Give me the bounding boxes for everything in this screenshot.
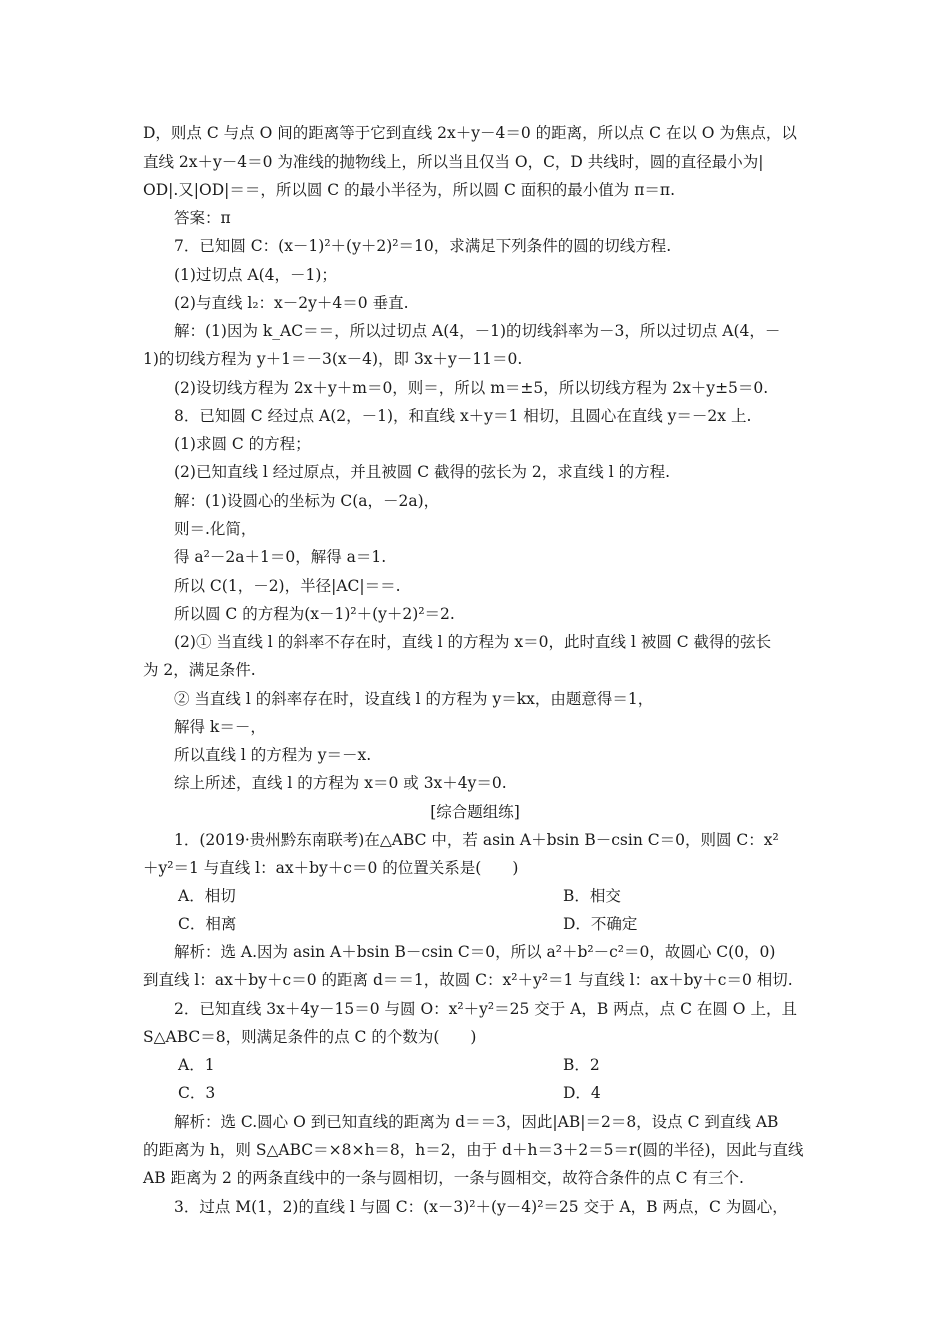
text-line: 所以圆 C 的方程为(x－1)²＋(y＋2)²＝2. xyxy=(174,605,455,623)
text-line: 到直线 l：ax＋by＋c＝0 的距离 d＝＝1，故圆 C：x²＋y²＝1 与直线 l：ax＋by＋c＝0 相切. xyxy=(143,971,793,989)
option-a: A．1 xyxy=(178,1056,215,1074)
option-b: B．相交 xyxy=(563,887,621,905)
text-line: (1)求圆 C 的方程； xyxy=(174,435,311,453)
text-line: 的距离为 h，则 S△ABC＝×8×h＝8，h＝2，由于 d＋h＝3＋2＝5＝r(圆的半径)，因此与直线 xyxy=(143,1141,804,1159)
text-line: 得 a²－2a＋1＝0，解得 a＝1. xyxy=(174,548,387,566)
section-heading: [综合题组练] xyxy=(430,803,520,821)
text-line: (1)过切点 A(4，－1)； xyxy=(174,266,337,284)
question-7: 7．已知圆 C：(x－1)²＋(y＋2)²＝10，求满足下列条件的圆的切线方程. xyxy=(174,237,672,255)
option-d: D．不确定 xyxy=(563,915,638,933)
text-line: D，则点 C 与点 O 间的距离等于它到直线 2x＋y－4＝0 的距离，所以点 C 在以 O 为焦点，以 xyxy=(143,124,797,142)
question-1: 1．(2019·贵州黔东南联考)在△ABC 中，若 asin A＋bsin B－csin C＝0，则圆 C：x² xyxy=(174,831,779,849)
text-line: (2)已知直线 l 经过原点，并且被圆 C 截得的弦长为 2，求直线 l 的方程. xyxy=(174,463,671,481)
question-8: 8．已知圆 C 经过点 A(2，－1)，和直线 x＋y＝1 相切，且圆心在直线 y＝－2x 上. xyxy=(174,407,752,425)
solution-line: 解析：选 A.因为 asin A＋bsin B－csin C＝0，所以 a²＋b²－c²＝0，故圆心 C(0，0) xyxy=(174,943,776,961)
text-line: S△ABC＝8，则满足条件的点 C 的个数为( ) xyxy=(143,1028,477,1046)
option-a: A．相切 xyxy=(178,887,236,905)
text-line: 解得 k＝－， xyxy=(174,718,266,736)
text-line: ② 当直线 l 的斜率存在时，设直线 l 的方程为 y＝kx，由题意得＝1， xyxy=(174,690,654,708)
solution-line: 解：(1)设圆心的坐标为 C(a，－2a)， xyxy=(174,492,440,510)
text-line: 1)的切线方程为 y＋1＝－3(x－4)，即 3x＋y－11＝0. xyxy=(143,350,523,368)
text-line: (2)设切线方程为 2x＋y＋m＝0，则＝，所以 m＝±5，所以切线方程为 2x＋y±5＝0. xyxy=(174,379,769,397)
text-line: (2)① 当直线 l 的斜率不存在时，直线 l 的方程为 x＝0，此时直线 l 被圆 C 截得的弦长 xyxy=(174,633,772,651)
text-line: ＋y²＝1 与直线 l：ax＋by＋c＝0 的位置关系是( ) xyxy=(143,859,519,877)
text-line: 所以直线 l 的方程为 y＝－x. xyxy=(174,746,372,764)
text-line: (2)与直线 l₂：x－2y＋4＝0 垂直. xyxy=(174,294,409,312)
question-2: 2．已知直线 3x＋4y－15＝0 与圆 O：x²＋y²＝25 交于 A，B 两点，点 C 在圆 O 上，且 xyxy=(174,1000,797,1018)
option-c: C．相离 xyxy=(178,915,237,933)
text-line: 直线 2x＋y－4＝0 为准线的抛物线上，所以当且仅当 O，C，D 共线时，圆的直径最小为| xyxy=(143,153,764,171)
option-d: D．4 xyxy=(563,1084,601,1102)
solution-line: 解：(1)因为 k_AC＝＝，所以过切点 A(4，－1)的切线斜率为－3，所以过切点 A(4，－ xyxy=(174,322,781,340)
answer-line: 答案：π xyxy=(174,209,231,227)
option-c: C．3 xyxy=(178,1084,216,1102)
text-line: OD|.又|OD|＝＝，所以圆 C 的最小半径为，所以圆 C 面积的最小值为 π＝π. xyxy=(143,181,676,199)
text-line: AB 距离为 2 的两条直线中的一条与圆相切，一条与圆相交，故符合条件的点 C 有三个. xyxy=(143,1169,744,1187)
option-b: B．2 xyxy=(563,1056,600,1074)
solution-line: 解析：选 C.圆心 O 到已知直线的距离为 d＝＝3，因此|AB|＝2＝8，设点 C 到直线 AB xyxy=(174,1113,779,1131)
text-line: 综上所述，直线 l 的方程为 x＝0 或 3x＋4y＝0. xyxy=(174,774,507,792)
text-line: 为 2，满足条件. xyxy=(143,661,256,679)
text-line: 则＝.化简， xyxy=(174,520,257,538)
text-line: 所以 C(1，－2)，半径|AC|＝＝. xyxy=(174,577,401,595)
question-3: 3．过点 M(1，2)的直线 l 与圆 C：(x－3)²＋(y－4)²＝25 交于 A，B 两点，C 为圆心， xyxy=(174,1198,788,1216)
